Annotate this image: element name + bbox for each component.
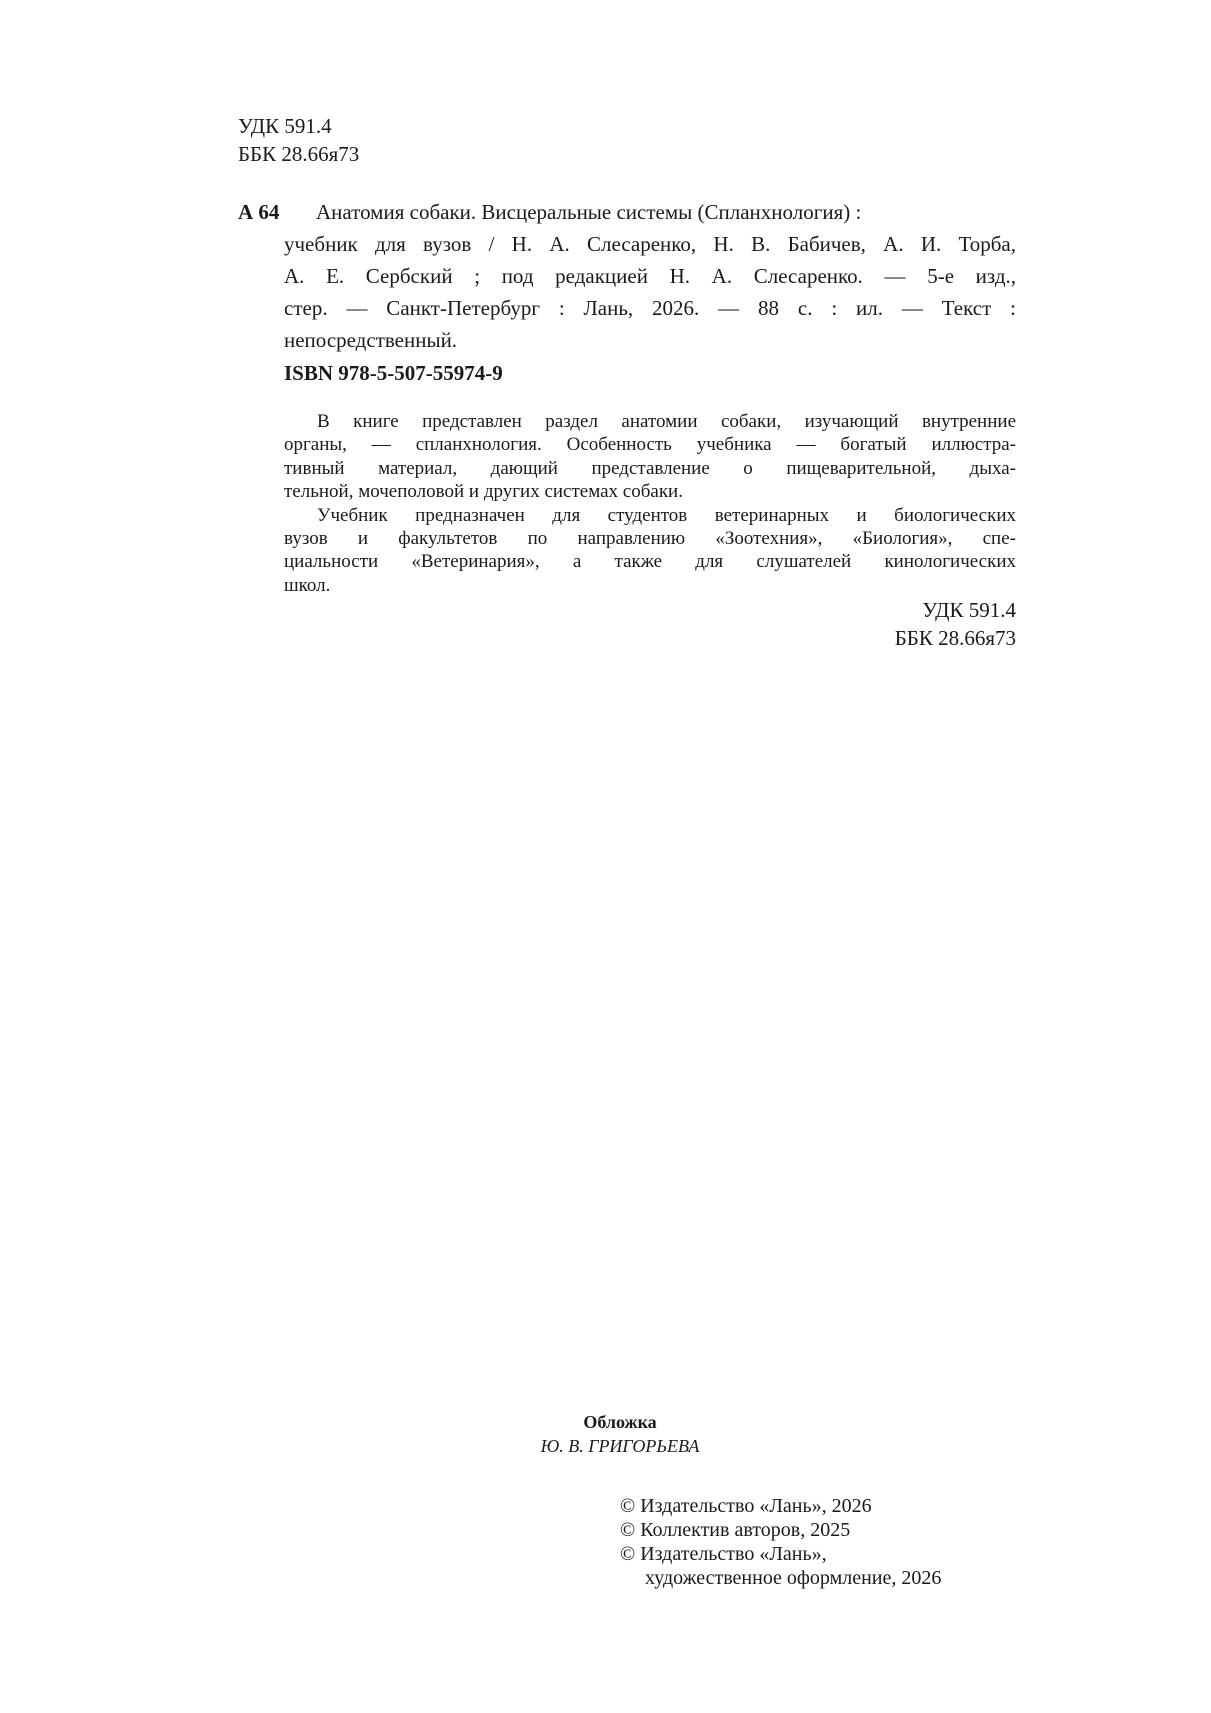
abstract-line: тивный материал, дающий представление о пищеварительной, дыха- (284, 457, 1016, 479)
copyright-line: © Издательство «Лань», 2026 (620, 1495, 872, 1517)
cover-artist: Ю. В. ГРИГОРЬЕВА (540, 1436, 700, 1456)
cover-credit (480, 1410, 760, 1458)
author-mark: А 64 (238, 200, 280, 224)
abstract-line: органы, — спланхнология. Особенность учебника — богатый иллюстра- (284, 434, 1016, 456)
abstract-line: циальности «Ветеринария», а также для слушателей кинологических (284, 551, 1016, 573)
bbk-code: ББК 28.66я73 (894, 626, 1016, 650)
bbk-code: ББК 28.66я73 (238, 142, 360, 166)
catalog-line: стер. — Санкт-Петербург : Лань, 2026. — 88 с. : ил. — Текст : (284, 296, 1016, 320)
bibliographic-entry (284, 196, 1016, 356)
abstract-line: вузов и факультетов по направлению «Зоотехния», «Биология», спе- (284, 528, 1016, 550)
udk-code: УДК 591.4 (238, 114, 332, 138)
abstract (284, 410, 1016, 597)
abstract-line: В книге представлен раздел анатомии собаки, изучающий внутренние (317, 411, 1016, 432)
catalog-line: А. Е. Сербский ; под редакцией Н. А. Слесаренко. — 5-е изд., (284, 264, 1016, 288)
copyright-line: © Коллектив авторов, 2025 (620, 1519, 851, 1541)
copyright-line: © Издательство «Лань», (620, 1543, 827, 1565)
classification-header (238, 112, 359, 168)
isbn: ISBN 978-5-507-55974-9 (284, 361, 503, 385)
catalog-line: Анатомия собаки. Висцеральные системы (Спланхнология) : (316, 200, 862, 224)
abstract-line: Учебник предназначен для студентов ветеринарных и биологических (317, 504, 1016, 526)
abstract-line: школ. (284, 574, 331, 596)
classification-footer (760, 596, 1016, 652)
udk-code: УДК 591.4 (922, 598, 1016, 622)
abstract-line: тельной, мочеполовой и других системах собаки. (284, 481, 683, 503)
copyright-block (620, 1494, 941, 1590)
catalog-line: учебник для вузов / Н. А. Слесаренко, Н. В. Бабичев, А. И. Торба, (284, 232, 1016, 256)
cover-label: Обложка (583, 1412, 657, 1432)
copyright-line-continuation: художественное оформление, 2026 (645, 1567, 942, 1589)
catalog-line: непосредственный. (284, 328, 458, 352)
